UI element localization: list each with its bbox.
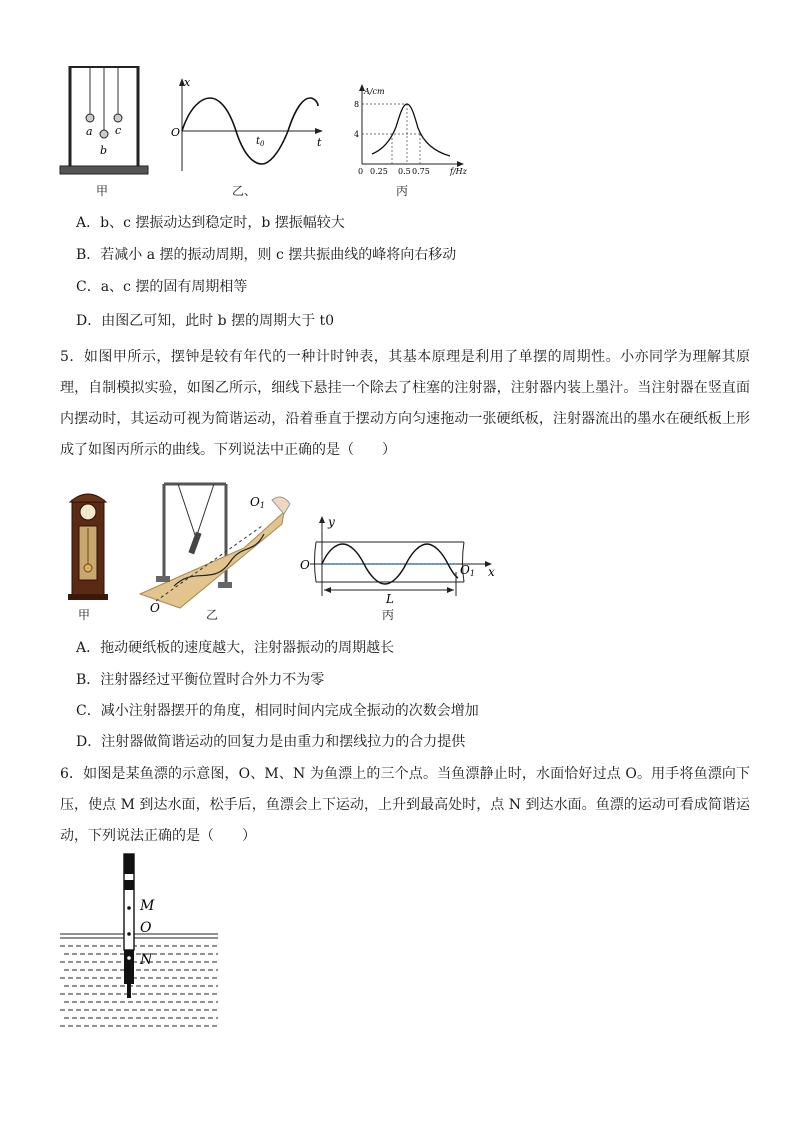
q4-option-c[interactable]: C．a、c 摆的固有周期相等 [76, 279, 248, 295]
caption-yi: 乙、 [232, 184, 257, 198]
figure-jia-clock [66, 486, 110, 602]
x-tick-025: 0.25 [370, 167, 388, 176]
yi-label-O1: O1 [250, 495, 265, 510]
q6-stem: 6．如图是某鱼漂的示意图，O、M、N 为鱼漂上的三个点。当鱼漂静止时，水面恰好过点 O。用手将鱼漂向下压，使点 M 到达水面，松手后，鱼漂会上下运动，上升到最高处时，点 N 到达水面。鱼漂的运动可看成简谐运动，下列说法正确的是（ ） [60, 766, 750, 844]
y-tick-4: 4 [354, 130, 360, 139]
q4-option-a[interactable]: A．b、c 摆振动达到稳定时，b 摆振幅较大 [76, 215, 345, 231]
bing-label-O1: O1 [460, 563, 475, 578]
figure-bing-resonance [350, 82, 480, 178]
q5-caption-bing: 丙 [382, 608, 395, 622]
figure-fishing-float [58, 850, 228, 1038]
figure-yi-syringe [134, 476, 294, 616]
q5-option-a[interactable]: A．拖动硬纸板的速度越大，注射器振动的周期越长 [76, 640, 395, 656]
q4-option-b[interactable]: B．若减小 a 摆的振动周期，则 c 摆共振曲线的峰将向右移动 [76, 247, 457, 263]
q5-option-c[interactable]: C．减小注射器摆开的角度，相同时间内完成全振动的次数会增加 [76, 703, 479, 719]
bing-label-x: x [488, 565, 495, 579]
yi-label-O: O [150, 601, 160, 615]
float-label-N: N [140, 952, 153, 968]
y-tick-8: 8 [354, 100, 360, 109]
label-c: c [115, 124, 122, 137]
q5-caption-yi: 乙 [206, 608, 219, 622]
t0-label: $t_0$ [256, 136, 265, 148]
q5-option-b[interactable]: B．注射器经过平衡位置时合外力不为零 [76, 672, 325, 688]
caption-jia: 甲 [96, 184, 109, 198]
float-label-O: O [140, 920, 152, 936]
q5-stem: 5．如图甲所示，摆钟是较有年代的一种计时钟表，其基本原理是利用了单摆的周期性。小亦同学为理解其原理，自制模拟实验，如图乙所示，细线下悬挂一个除去了柱塞的注射器，注射器内装上墨汁。当注射器在竖直面内摆动时，其运动可视为简谐运动，沿着垂直于摆动方向匀速拖动一张硬纸板，注射器流出的墨水在硬纸板上形成了如图丙所示的曲线。下列说法中正确的是（ ） [60, 349, 750, 458]
axis-t-label: t [317, 136, 322, 149]
q4-option-d[interactable]: D．由图乙可知，此时 b 摆的周期大于 t0 [76, 313, 335, 329]
q5-option-d[interactable]: D．注射器做简谐运动的回复力是由重力和摆线拉力的合力提供 [76, 734, 466, 750]
axis-x-label: x [184, 76, 191, 89]
x-tick-05: 0.5 [398, 167, 411, 176]
figure-bing-trace [298, 512, 498, 608]
bing-label-O: O [300, 558, 310, 572]
origin-label: O [171, 126, 181, 139]
figure-jia-pendulums [58, 60, 158, 180]
caption-bing: 丙 [396, 184, 409, 198]
figure-yi-wave [168, 76, 328, 176]
y-axis-label: A/cm [364, 87, 385, 96]
float-label-M: M [140, 898, 155, 914]
bing-label-y: y [328, 515, 335, 529]
q5-caption-jia: 甲 [78, 608, 91, 622]
x-tick-0: 0 [358, 167, 364, 176]
label-a: a [86, 125, 93, 138]
x-axis-label: f/Hz [450, 167, 467, 176]
label-b: b [100, 144, 108, 157]
bing-label-L: L [386, 592, 394, 606]
x-tick-075: 0.75 [412, 167, 430, 176]
